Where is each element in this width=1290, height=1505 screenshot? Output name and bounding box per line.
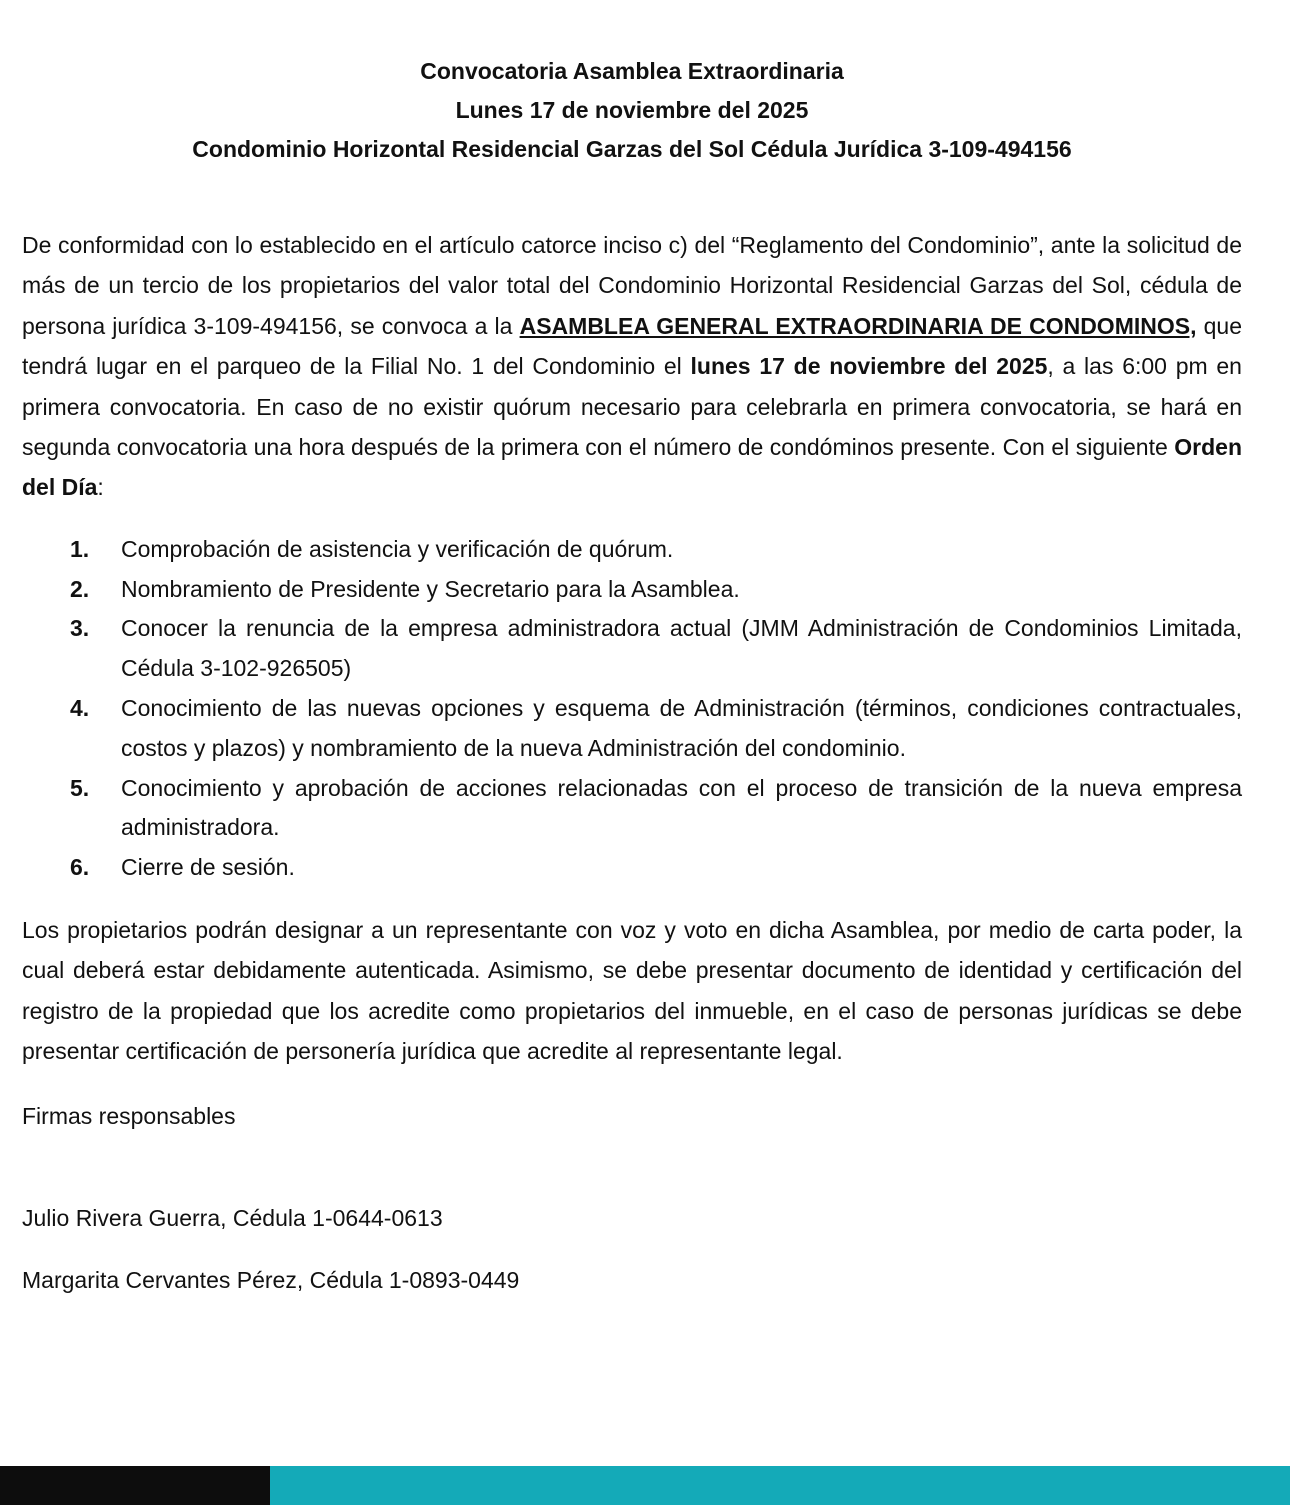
agenda-item-number: 4. [70, 695, 90, 722]
agenda-item [22, 848, 1242, 888]
agenda-item-text: Nombramiento de Presidente y Secretario para la Asamblea. [121, 575, 740, 602]
assembly-name: ASAMBLEA GENERAL EXTRAORDINARIA DE CONDOMINOS, [519, 312, 1197, 339]
agenda-item-text: Comprobación de asistencia y verificación de quórum. [121, 535, 674, 562]
agenda-item-text: Cierre de sesión. [121, 854, 295, 881]
agenda-item-number: 3. [70, 615, 90, 642]
agenda-item [22, 769, 1242, 849]
signer-1: Julio Rivera Guerra, Cédula 1-0644-0613 [22, 1204, 443, 1231]
agenda-item-text: Conocer la renuncia de la empresa administradora actual (JMM Administración de Condominios Limitada, Cédula 3-102-926505) [121, 615, 1242, 682]
footer-bar-dark [0, 1466, 270, 1505]
header-date: Lunes 17 de noviembre del 2025 [455, 97, 809, 123]
footer-bar-teal [270, 1466, 1290, 1505]
agenda-item [22, 530, 1242, 570]
agenda-item-number: 6. [70, 854, 90, 881]
agenda-item [22, 609, 1242, 689]
meeting-date: lunes 17 de noviembre del 2025 [690, 353, 1048, 380]
header-title: Convocatoria Asamblea Extraordinaria [420, 58, 844, 84]
agenda-item [22, 689, 1242, 769]
document-header [22, 52, 1242, 169]
representation-paragraph: Los propietarios podrán designar a un representante con voz y voto en dicha Asamblea, por medio de carta poder, la cual deberá estar debidamente autenticada. Asimismo, se debe presentar documento de identidad y certificación del registro de la propiedad que los acredite como propietarios del inmueble, en el caso de personas jurídicas se debe presentar certificación de personería jurídica que acredite al representante legal. [22, 917, 1242, 1065]
signatures-title: Firmas responsables [22, 1102, 236, 1129]
agenda-item-number: 2. [70, 575, 90, 602]
agenda-item-text: Conocimiento de las nuevas opciones y esquema de Administración (términos, condiciones contractuales, costos y plazos) y nombramiento de la nueva Administración del condominio. [121, 695, 1242, 761]
intro-text-4: : [97, 474, 104, 501]
agenda-label: Orden del Día [22, 434, 1242, 501]
intro-text-1: De conformidad con lo establecido en el artículo catorce inciso c) del “Reglamento del Condominio”, ante la solicitud de más de un tercio de los propietarios del valor total del Condominio Horizontal Residencial Garzas del Sol, cédula de persona jurídica 3-109-494156, se convoca a la [22, 232, 1242, 339]
intro-text-3: , a las 6:00 pm en primera convocatoria. En caso de no existir quórum necesario para celebrarla en primera convocatoria, se hará en segunda convocatoria una hora después de la primera con el número de condóminos presente. Con el siguiente [22, 353, 1242, 461]
agenda-item [22, 570, 1242, 610]
agenda-item-number: 5. [70, 774, 90, 801]
signer-2: Margarita Cervantes Pérez, Cédula 1-0893-0449 [22, 1266, 520, 1293]
agenda-item-text: Conocimiento y aprobación de acciones relacionadas con el proceso de transición de la nueva empresa administradora. [121, 774, 1242, 841]
intro-paragraph [22, 225, 1242, 508]
intro-text-2: que tendrá lugar en el parqueo de la Filial No. 1 del Condominio el [22, 312, 1243, 380]
agenda-item-number: 1. [70, 535, 90, 562]
header-condominium: Condominio Horizontal Residencial Garzas del Sol Cédula Jurídica 3-109-494156 [192, 136, 1072, 162]
document-page [22, 52, 1242, 1300]
agenda-list [22, 530, 1242, 888]
